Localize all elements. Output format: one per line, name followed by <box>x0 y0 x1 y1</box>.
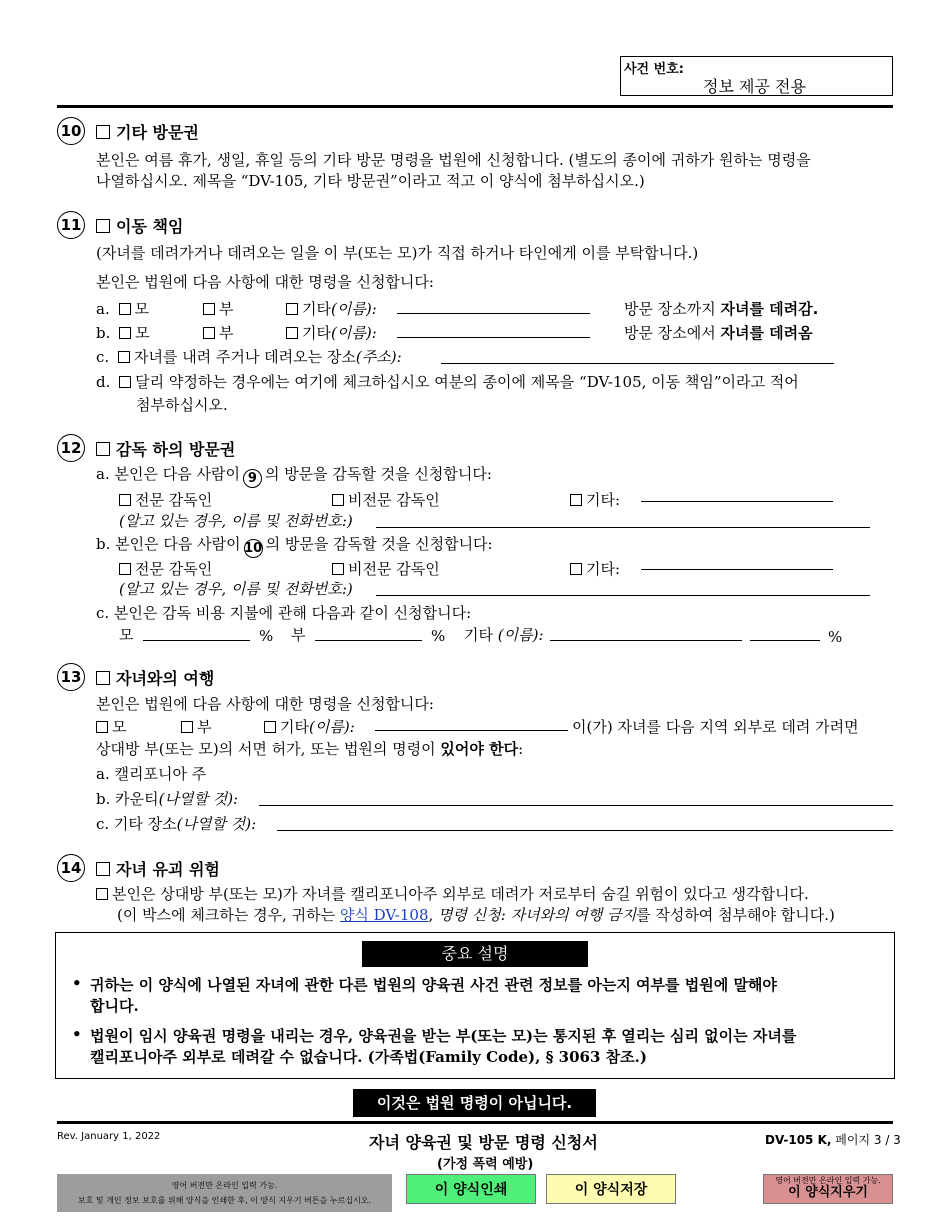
item-11b-other: 기타(이름): <box>286 322 377 343</box>
12a-other: 기타: <box>570 489 620 510</box>
section-13-title: 자녀와의 여행 <box>96 666 214 689</box>
section-10-line-2: 나열하십시오. 제목을 “DV-105, 기타 방문권”이라고 적고 이 양식에 첨부하십시오.) <box>96 172 645 190</box>
section-10-checkbox[interactable] <box>96 125 110 139</box>
12b-nonprofessional: 비전문 감독인 <box>332 558 440 579</box>
12c-father-label: 부 <box>291 626 306 644</box>
section-14-line-2: (이 박스에 체크하는 경우, 귀하는 양식 DV-108, 명령 신청: 자녀와의 여행 금지를 작성하여 첨부해야 합니다.) <box>117 906 835 924</box>
11c-address-field[interactable] <box>441 363 834 364</box>
item-12c: c. 본인은 감독 비용 지불에 관해 다음과 같이 신청합니다: <box>96 604 472 622</box>
11b-destination: 방문 장소에서 자녀를 데려옴 <box>624 324 813 342</box>
12a-nonprofessional-checkbox[interactable] <box>332 494 344 506</box>
important-bullet-1-line-2: 합니다. <box>90 997 139 1015</box>
bullet-dot: • <box>72 974 82 992</box>
case-number-box <box>620 56 893 96</box>
11b-mother-checkbox[interactable] <box>119 327 131 339</box>
11a-other-name-field[interactable] <box>397 313 590 314</box>
12c-other-name-field[interactable] <box>550 640 742 641</box>
item-12a: a. 본인은 다음 사람이 9 의 방문을 감독할 것을 신청합니다: <box>96 465 492 486</box>
11d-checkbox[interactable] <box>119 376 131 388</box>
important-bullet-1 <box>72 974 82 992</box>
12b-known-field[interactable] <box>376 595 870 596</box>
section-14-number: 14 <box>57 854 85 882</box>
item-11c: c. 자녀를 내려 주거나 데려오는 장소(주소): <box>96 348 402 366</box>
section-10-number: 10 <box>57 117 85 145</box>
clear-form-note: 영어 버전만 온라인 입력 가능. <box>775 1176 881 1186</box>
header-rule <box>57 105 893 108</box>
12a-known-label: (알고 있는 경우, 이름 및 전화번호:) <box>119 512 353 530</box>
12b-known-label: (알고 있는 경우, 이름 및 전화번호:) <box>119 580 353 598</box>
12b-other-checkbox[interactable] <box>570 563 582 575</box>
section-14-title: 자녀 유괴 위험 <box>96 857 220 880</box>
item-11d-line-2: 첨부하십시오. <box>136 396 228 414</box>
case-number-label: 사건 번호: <box>624 62 684 77</box>
section-12-checkbox[interactable] <box>96 442 110 456</box>
item-11b: b. 모 <box>96 324 150 342</box>
13b-county-field[interactable] <box>259 805 893 806</box>
section-10-line-1: 본인은 여름 휴가, 생일, 휴일 등의 기타 방문 명령을 법원에 신청합니다. (별도의 종이에 귀하가 원하는 명령을 <box>96 151 811 169</box>
online-notice-panel <box>57 1174 392 1212</box>
section-11-number: 11 <box>57 211 85 239</box>
12c-mother-percent-field[interactable] <box>143 640 250 641</box>
important-bullet-1-line-1: 귀하는 이 양식에 나열된 자녀에 관한 다른 법원의 양육권 사건 관련 정보를 아는지 여부를 법원에 말해야 <box>90 976 777 994</box>
13-other-checkbox[interactable] <box>264 721 276 733</box>
12b-other-field[interactable] <box>641 569 833 570</box>
footer-revision: Rev. January 1, 2022 <box>57 1131 161 1142</box>
12c-father-percent-sign: % <box>431 627 446 645</box>
footer-subtitle: (가정 폭력 예방) <box>437 1157 534 1172</box>
clear-form-button[interactable] <box>763 1174 893 1204</box>
12a-known-field[interactable] <box>376 527 870 528</box>
13-father-checkbox[interactable] <box>181 721 193 733</box>
12c-mother-percent-sign: % <box>259 627 274 645</box>
important-bullet-2-line-2: 캘리포니아주 외부로 데려갈 수 없습니다. (가족법(Family Code), § 3063 참조.) <box>90 1048 647 1066</box>
case-number-value: 정보 제공 전용 <box>703 77 806 96</box>
section-13-checkbox[interactable] <box>96 671 110 685</box>
11b-father-checkbox[interactable] <box>203 327 215 339</box>
clear-form-label: 이 양식지우기 <box>788 1185 868 1201</box>
print-form-button[interactable]: 이 양식인쇄 <box>406 1174 536 1204</box>
11b-other-checkbox[interactable] <box>286 327 298 339</box>
12c-mother-label: 모 <box>119 626 134 644</box>
online-notice-line-2: 보호 및 개인 정보 보호를 위해 양식을 인쇄한 후, 이 양식 지우기 버튼을 누르십시오. <box>77 1196 372 1205</box>
item-11a-other: 기타(이름): <box>286 298 377 319</box>
section-11-title: 이동 책임 <box>96 214 183 237</box>
13c-other-place-field[interactable] <box>277 830 893 831</box>
11b-other-name-field[interactable] <box>397 337 590 338</box>
11a-father-checkbox[interactable] <box>203 303 215 315</box>
item-11a-father: 부 <box>203 298 234 319</box>
section-10-title: 기타 방문권 <box>96 120 199 143</box>
section-14-checkbox[interactable] <box>96 862 110 876</box>
12c-other-percent-field[interactable] <box>750 640 820 641</box>
12b-professional: 전문 감독인 <box>119 558 212 579</box>
not-court-order-banner: 이것은 법원 명령이 아닙니다. <box>353 1089 596 1117</box>
12c-other-label: 기타 (이름): <box>464 626 544 644</box>
13-mother: 모 <box>96 716 127 737</box>
section-12-number: 12 <box>57 434 85 462</box>
12b-professional-checkbox[interactable] <box>119 563 131 575</box>
11a-destination: 방문 장소까지 자녀를 데려감. <box>624 300 819 318</box>
online-notice-line-1: 영어 버전만 온라인 입력 가능. <box>171 1181 278 1190</box>
12a-professional-checkbox[interactable] <box>119 494 131 506</box>
12b-other: 기타: <box>570 558 620 579</box>
section-11-intro: 본인은 법원에 다음 사항에 대한 명령을 신청합니다: <box>96 273 434 291</box>
12b-nonprofessional-checkbox[interactable] <box>332 563 344 575</box>
section-11-checkbox[interactable] <box>96 219 110 233</box>
item-11d: d. 달리 약정하는 경우에는 여기에 체크하십시오 여분의 종이에 제목을 “DV-105, 이동 책임”이라고 적어 <box>96 373 799 391</box>
12c-father-percent-field[interactable] <box>315 640 422 641</box>
12a-nonprofessional: 비전문 감독인 <box>332 489 440 510</box>
11a-mother-checkbox[interactable] <box>119 303 131 315</box>
section-13-line-1-tail: 이(가) 자녀를 다음 지역 외부로 데려 가려면 <box>572 718 859 736</box>
section-14-line-1: 본인은 상대방 부(또는 모)가 자녀를 캘리포니아주 외부로 데려가 저로부터 숨길 위험이 있다고 생각합니다. <box>96 883 809 904</box>
important-notice-title: 중요 설명 <box>362 941 588 967</box>
footer-rule <box>57 1121 893 1124</box>
footer-title: 자녀 양육권 및 방문 명령 신청서 <box>369 1133 598 1152</box>
section-11-note: (자녀를 데려가거나 데려오는 일을 이 부(또는 모)가 직접 하거나 타인에게 이를 부탁합니다.) <box>96 244 699 262</box>
bullet-dot: • <box>72 1025 82 1043</box>
item-11b-father: 부 <box>203 322 234 343</box>
important-bullet-2 <box>72 1025 82 1043</box>
11c-checkbox[interactable] <box>118 351 130 363</box>
13-other-name-field[interactable] <box>375 730 568 731</box>
12a-professional: 전문 감독인 <box>119 489 212 510</box>
13-father: 부 <box>181 716 212 737</box>
14-risk-checkbox[interactable] <box>96 888 108 900</box>
12a-other-field[interactable] <box>641 501 833 502</box>
important-bullet-2-line-1: 법원이 임시 양육권 명령을 내리는 경우, 양육권을 받는 부(또는 모)는 통지된 후 열리는 심리 없이는 자녀를 <box>90 1027 797 1045</box>
footer-form-id: DV-105 K, 페이지 3 / 3 <box>765 1133 901 1147</box>
form-dv108-link[interactable]: 양식 DV-108 <box>339 906 429 924</box>
12a-other-checkbox[interactable] <box>570 494 582 506</box>
section-13-line-2: 상대방 부(또는 모)의 서면 허가, 또는 법원의 명령이 있어야 한다: <box>96 740 524 758</box>
13-mother-checkbox[interactable] <box>96 721 108 733</box>
save-form-button[interactable]: 이 양식저장 <box>546 1174 676 1204</box>
12c-other-percent-sign: % <box>828 628 843 646</box>
13-other: 기타(이름): <box>264 716 355 737</box>
11a-other-checkbox[interactable] <box>286 303 298 315</box>
item-11a: a. 모 <box>96 300 149 318</box>
item-12b: b. 본인은 다음 사람이 10 의 방문을 감독할 것을 신청합니다: <box>96 535 493 556</box>
13a-california: a. 캘리포니아 주 <box>96 765 207 783</box>
13b-county: b. 카운티(나열할 것): <box>96 790 239 808</box>
section-13-number: 13 <box>57 663 85 691</box>
section-13-intro: 본인은 법원에 다음 사항에 대한 명령을 신청합니다: <box>96 695 434 713</box>
section-12-title: 감독 하의 방문권 <box>96 437 235 460</box>
13c-other-place: c. 기타 장소(나열할 것): <box>96 815 257 833</box>
